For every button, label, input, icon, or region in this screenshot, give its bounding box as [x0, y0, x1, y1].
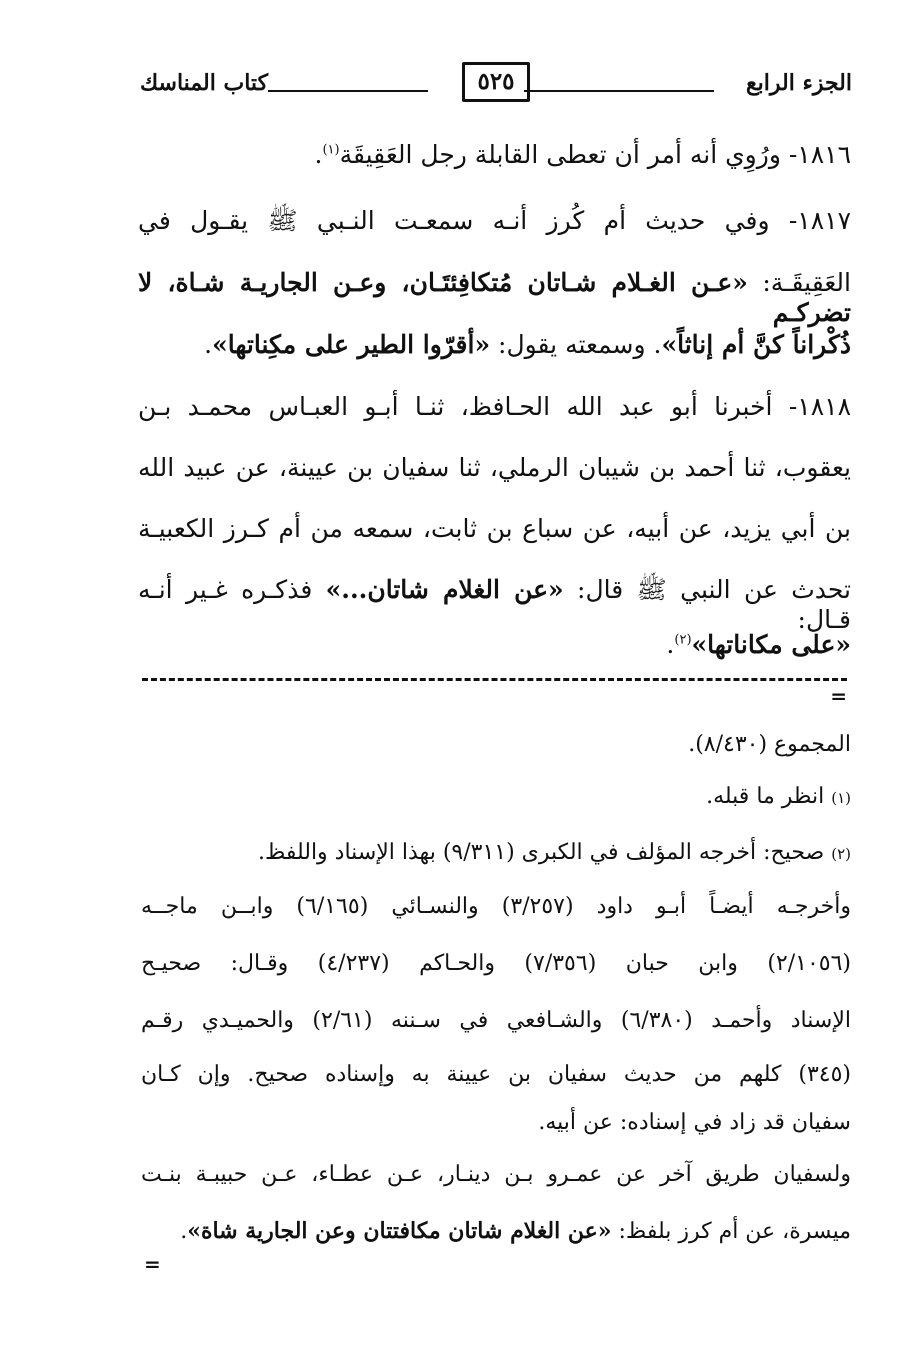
footnote-2-line-1 — [141, 840, 851, 866]
footnote-2-line-6-text: سفيان قد زاد في إسناده: عن أبيه. — [538, 1110, 851, 1135]
volume-title: الجزء الرابع — [745, 70, 852, 96]
page-header — [140, 62, 852, 110]
footnote-2-line-3-text: (٢/١٠٥٦) وابن حبان (٧/٣٥٦) والحـاكم (٤/٢٣٧) وقـال: صحيـح — [141, 951, 851, 976]
footnote-1-mark: (١) — [831, 789, 851, 807]
hadith-quote-2: «أقرّوا الطير على مكِناتها» — [212, 330, 491, 359]
paragraph-1818-line-1-text: ١٨١٨- أخبرنا أبو عبد الله الحـافظ، ثنـا أبـو العبـاس محمـد بـن — [138, 392, 851, 421]
note-ref-1: (١) — [322, 142, 340, 158]
footnote-2-line-4-text: الإسناد وأحمـد (٦/٣٨٠) والشـافعي في سـننه (٢/٦١) والحميـدي رقـم — [141, 1008, 851, 1033]
paragraph-1817-line-1 — [138, 206, 851, 238]
footnote-2-mark: (٢) — [831, 845, 851, 863]
note-ref-2: (٢) — [674, 632, 692, 648]
paragraph-1817-line-1-text: ١٨١٧- وفي حديث أم كُرز أنـه سمعـت النـبي ﷺ يقـول في — [138, 206, 851, 235]
paragraph-1818-line-3 — [138, 514, 851, 546]
paragraph-1817-end: . — [204, 330, 213, 359]
paragraph-1818-line-1 — [138, 392, 851, 424]
paragraph-1818-line-5 — [138, 630, 851, 660]
paragraph-1818-line-3-text: بن أبي يزيد، عن أبيه، عن سباع بن ثابت، سمعه من أم كـرز الكعبيـة — [138, 514, 851, 543]
footnote-2-quote: «عن الغلام شاتان مكافتتان وعن الجارية شاة» — [187, 1218, 612, 1244]
hadith-quote-3: «عن الغلام شاتان...» — [325, 575, 564, 604]
footnote-2-line-5-text: (٣٤٥) كلهم من حديث سفيان بن عيينة به وإسناده صحيح. وإن كـان — [141, 1062, 851, 1087]
footnote-2-line-8-plain: ميسرة، عن أم كرز بلفظ: — [611, 1219, 851, 1244]
paragraph-1818-line-4 — [138, 575, 852, 634]
header-rule-right — [524, 90, 714, 92]
footnote-2-line-2-text: وأخرجـه أيضـاً أبـو داود (٣/٢٥٧) والنسـائي (٦/١٦٥) وابــن ماجــه — [141, 894, 852, 919]
paragraph-1818-line-4-plain-a: تحدث عن النبي ﷺ قال: — [563, 575, 852, 604]
paragraph-1816-text: ١٨١٦- ورُوِي أنه أمر أن تعطى القابلة رجل العَقِيقَة — [339, 140, 851, 169]
paragraph-1818-line-4-plain-b: فذكـره غـير أنـه قـال: — [138, 575, 851, 634]
footnote-previous-text: المجموع (٨/٤٣٠). — [688, 732, 851, 757]
footnote-2-line-2 — [141, 894, 851, 922]
footnote-2-line-4 — [141, 1008, 851, 1036]
footnote-2-line-6 — [141, 1110, 851, 1136]
paragraph-1816 — [138, 140, 851, 170]
page-number: ٥٢٥ — [462, 62, 530, 102]
footnote-separator — [142, 678, 847, 681]
footnote-1-text: انظر ما قبله. — [706, 784, 825, 809]
footnote-2-line-3 — [141, 951, 851, 979]
hadith-quote-1-end: ذُكْراناً كنَّ أم إناثاً» — [661, 330, 851, 359]
hadith-quote-4: «على مكاناتها» — [691, 630, 851, 659]
footnote-2-line-7 — [141, 1162, 851, 1190]
footnote-2-line-5 — [141, 1062, 851, 1090]
paragraph-1817-line-3 — [138, 330, 851, 360]
footnote-1 — [141, 784, 851, 810]
hadith-quote-1: «عـن الغـلام شـاتان مُتكافِئتَـان، وعـن الجاريـة شـاة، لا تضركـم — [138, 268, 851, 327]
paragraph-1817-line-2-plain: العَقِيقَـة: — [747, 268, 851, 297]
paragraph-1817-line-2 — [138, 268, 851, 327]
book-title: كتاب المناسك — [140, 70, 269, 96]
footnote-2-line-8 — [141, 1218, 851, 1245]
paragraph-1818-line-2 — [138, 453, 851, 485]
bottom-continuation-mark: = — [144, 1252, 161, 1276]
header-rule-left — [268, 90, 428, 92]
footnote-2-line-1-text: صحيح: أخرجه المؤلف في الكبرى (٩/٣١١) بهذا الإسناد واللفظ. — [257, 840, 825, 865]
footnote-2-line-7-text: ولسفيان طريق آخر عن عمـرو بـن دينـار، عـن عطـاء، عـن حبيبـة بنـت — [141, 1162, 851, 1187]
footnote-previous — [141, 732, 851, 758]
paragraph-1818-line-2-text: يعقوب، ثنا أحمد بن شيبان الرملي، ثنا سفيان بن عيينة، عن عبيد الله — [138, 453, 851, 482]
paragraph-1817-line-3-plain: . وسمعته يقول: — [490, 330, 662, 359]
paragraph-1816-end: . — [314, 140, 323, 169]
continuation-mark: = — [830, 684, 847, 708]
paragraph-1818-end: . — [666, 630, 675, 659]
footnote-2-end: . — [180, 1219, 188, 1244]
